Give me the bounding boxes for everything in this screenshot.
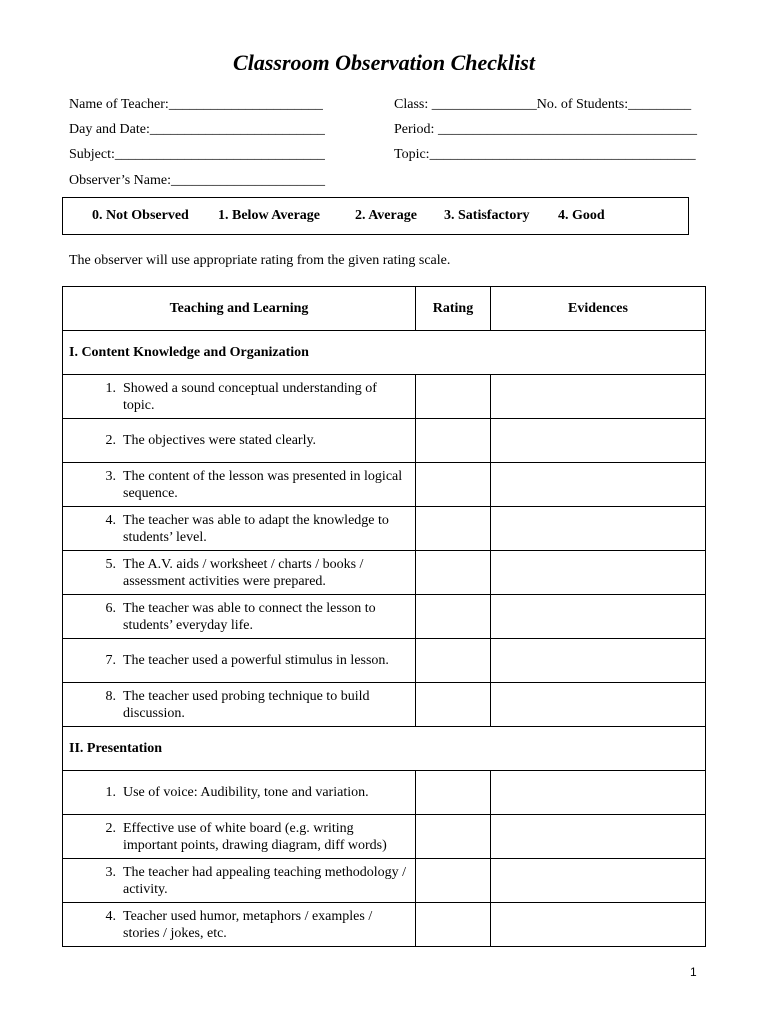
evidence-cell[interactable] [491, 551, 706, 595]
item-number: 4. [105, 512, 116, 528]
evidence-cell[interactable] [491, 815, 706, 859]
item-number: 2. [105, 433, 116, 448]
table-row [63, 683, 706, 727]
rating-cell[interactable] [416, 859, 491, 903]
page-title: Classroom Observation Checklist [233, 50, 535, 75]
table-row [63, 859, 706, 903]
item-text: Use of voice: Audibility, tone and variation. [123, 785, 369, 800]
item-text: The content of the lesson was presented in logical sequence. [123, 468, 403, 501]
rating-cell[interactable] [416, 815, 491, 859]
rating-cell[interactable] [416, 375, 491, 419]
rating-instruction: The observer will use appropriate rating from the given rating scale. [69, 253, 451, 268]
item-number: 1. [105, 785, 116, 800]
scale-below-average: 1. Below Average [218, 208, 320, 223]
item-number: 3. [105, 864, 116, 880]
item-number: 6. [105, 600, 116, 616]
table-row [63, 595, 706, 639]
rating-cell[interactable] [416, 419, 491, 463]
table-row [63, 419, 706, 463]
table-row [63, 639, 706, 683]
item-text: The teacher was able to connect the lesson to students’ everyday life. [123, 600, 376, 633]
table-row [63, 815, 706, 859]
evidence-cell[interactable] [491, 419, 706, 463]
item-text: Showed a sound conceptual understanding of topic. [123, 380, 377, 413]
table-row [63, 551, 706, 595]
day-date-field[interactable]: Day and Date:_________________________ [69, 122, 325, 137]
section-content-knowledge: I. Content Knowledge and Organization [63, 331, 706, 375]
item-text: The teacher used a powerful stimulus in lesson. [123, 653, 389, 668]
period-field[interactable]: Period: _____________________________________ [394, 122, 697, 137]
page-number: 1 [690, 965, 697, 979]
scale-satisfactory: 3. Satisfactory [444, 208, 530, 223]
rating-cell[interactable] [416, 903, 491, 947]
evidence-cell[interactable] [491, 683, 706, 727]
item-text: Effective use of white board (e.g. writing important points, drawing diagram, diff words) [123, 820, 387, 853]
subject-field[interactable]: Subject:______________________________ [69, 147, 325, 162]
section-presentation: II. Presentation [63, 727, 706, 771]
item-number: 2. [105, 820, 116, 836]
rating-cell[interactable] [416, 639, 491, 683]
item-text: The teacher used probing technique to build discussion. [123, 688, 370, 721]
item-text: Teacher used humor, metaphors / examples / stories / jokes, etc. [123, 908, 373, 941]
item-text: The teacher had appealing teaching methodology / activity. [123, 864, 407, 897]
rating-scale-box [62, 197, 689, 235]
item-text: The teacher was able to adapt the knowledge to students’ level. [123, 512, 389, 545]
observer-name-field[interactable]: Observer’s Name:______________________ [69, 173, 325, 188]
table-row [63, 375, 706, 419]
scale-average: 2. Average [355, 208, 417, 223]
rating-cell[interactable] [416, 463, 491, 507]
scale-not-observed: 0. Not Observed [92, 208, 189, 223]
evidence-cell[interactable] [491, 463, 706, 507]
rating-cell[interactable] [416, 771, 491, 815]
evidence-cell[interactable] [491, 375, 706, 419]
scale-good: 4. Good [558, 208, 605, 223]
rating-cell[interactable] [416, 551, 491, 595]
evidence-cell[interactable] [491, 507, 706, 551]
rating-cell[interactable] [416, 683, 491, 727]
evidence-cell[interactable] [491, 903, 706, 947]
evidence-cell[interactable] [491, 639, 706, 683]
checklist-table [62, 286, 706, 947]
table-row [63, 903, 706, 947]
header-rating: Rating [416, 287, 491, 331]
evidence-cell[interactable] [491, 595, 706, 639]
table-row [63, 507, 706, 551]
item-number: 8. [105, 688, 116, 704]
item-number: 7. [105, 653, 116, 668]
header-teaching-learning: Teaching and Learning [63, 287, 416, 331]
table-row [63, 771, 706, 815]
evidence-cell[interactable] [491, 859, 706, 903]
item-number: 1. [105, 380, 116, 396]
table-row [63, 463, 706, 507]
item-number: 5. [105, 556, 116, 572]
rating-cell[interactable] [416, 507, 491, 551]
item-text: The A.V. aids / worksheet / charts / books / assessment activities were prepared. [123, 556, 364, 589]
class-students-field[interactable]: Class: _______________No. of Students:_________ [394, 97, 692, 112]
item-text: The objectives were stated clearly. [123, 433, 317, 448]
header-evidences: Evidences [491, 287, 706, 331]
evidence-cell[interactable] [491, 771, 706, 815]
teacher-name-field[interactable]: Name of Teacher:______________________ [69, 97, 323, 112]
topic-field[interactable]: Topic:______________________________________ [394, 147, 696, 162]
rating-cell[interactable] [416, 595, 491, 639]
item-number: 3. [105, 468, 116, 484]
item-number: 4. [105, 908, 116, 924]
